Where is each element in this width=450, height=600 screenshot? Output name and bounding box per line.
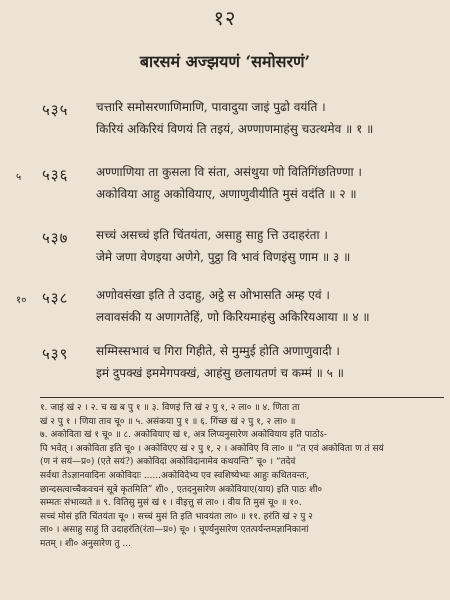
verse-block bbox=[0, 342, 450, 388]
verse-line: अणोवसंखा इति ते उदाहु, अट्ठे स ओभासति अम्ह एवं । bbox=[96, 288, 330, 302]
verse-line: इमं दुपक्खं इममेगपक्खं, आहंसु छलायतणं च कम्मं ॥ ५ ॥ bbox=[96, 366, 344, 380]
footnote-line: पि भवेत् । अकोविता इति चू० । अकोविएए खं २ पु १, २ । अकोविए वि ला० ॥ “त एवं अकोविता ण तं सयं bbox=[40, 443, 384, 454]
footnote-line: सम्मतः संभाव्यते ॥ ९. वितिसु मुसं खं १ । वीइत्तु सं ला० । वीय ति मुसं चू० ॥ १०. bbox=[40, 498, 302, 509]
footnote-line: १. जाइं खं २ । २. च ख ब पु १ ॥ ३. विणइं त्ति खं २ पु १, २ ला० ॥ ४. णिता ता bbox=[40, 403, 300, 413]
verse-number: ५३५ bbox=[42, 101, 69, 119]
verse-number: ५३८ bbox=[42, 289, 69, 307]
verse-line: सच्चं असच्चं इति चिंतयंता, असाहु साहु त्ति उदाहरंता । bbox=[96, 228, 328, 242]
footnote-divider bbox=[40, 397, 444, 398]
verse-block bbox=[0, 286, 450, 332]
verse-line: किरियं अकिरियं विणयं ति तइयं, अण्णाणमाहंसु चउत्थमेव ॥ १ ॥ bbox=[96, 122, 374, 136]
footnote-line: सच्चं मोसं इति चिंतयंता चू० । सच्चं मुसं ति इति भावयंता ला० ॥ ११. हरंति खं २ पु २ bbox=[40, 511, 313, 522]
verse-block bbox=[0, 163, 450, 209]
verse-line: अकोविया आहु अकोवियाए, अणाणुवीयीति मुसं वदंति ॥ २ ॥ bbox=[96, 187, 357, 201]
verse-number: ५३७ bbox=[42, 229, 69, 247]
line-marker: ५ bbox=[16, 172, 22, 183]
footnote-line: सर्वथा तेऽज्ञानवादिनः अकोविदाः ......अकोविदेभ्य एव स्वशिष्येभ्यः आहुः कथितवन्तः, bbox=[40, 470, 310, 481]
footnote-line: ७. अकोविता खं १ चू० ॥ ८. अकोवियाए खं १, अत्र लिप्यनुसारेण अकोवियाय इति पाठोऽ- bbox=[40, 430, 327, 441]
verse-number: ५३९ bbox=[42, 345, 69, 363]
verse-line: लवावसंकी य अणागतेहिं, णो किरियमाहंसु अकिरियआया ॥ ४ ॥ bbox=[96, 310, 370, 324]
verse-number: ५३६ bbox=[42, 166, 69, 184]
footnotes bbox=[40, 402, 444, 600]
verse-line: अण्णाणिया ता कुसला वि संता, असंथुया णो वितिगिंछतिण्णा । bbox=[96, 165, 362, 179]
verse-line: जेमे जणा वेणइया अणेगे, पुट्ठा वि भावं विणइंसु णाम ॥ ३ ॥ bbox=[96, 250, 351, 264]
verse-block bbox=[0, 98, 450, 144]
verse-block bbox=[0, 226, 450, 272]
verse-line: चत्तारि समोसरणाणिमाणि, पावादुया जाइं पुढो वयंति । bbox=[96, 100, 326, 114]
line-marker: १० bbox=[16, 295, 27, 306]
verse-line: सम्मिस्सभावं च गिरा गिहीते, से मुम्मुई होति अणाणुवादी । bbox=[96, 344, 340, 358]
footnote-line: मतम् । शी० अनुसारेण तु ... bbox=[40, 538, 131, 549]
footnote-line: (ण नं सयं—प्र०) (एते सयं?) अकोविदा अकोविदानामेव कथयन्ति” चू० । “तदेवं bbox=[40, 457, 296, 468]
chapter-heading: बारसमं अज्झयणं ‘समोसरणं’ bbox=[139, 52, 311, 71]
footnote-line: छान्दसत्वाच्चैकवचनं सूत्रे कृतमिति” शी० , एतदनुसारेण अकोवियाए(याय) इति पाठः शी० bbox=[40, 484, 323, 495]
footnote-line: खं २ पु १ । णिया ताव चू० ॥ ५. असंकया पु १ ॥ ६. गिंच्छ खं २ पु १, २ ला० ॥ bbox=[40, 416, 296, 427]
page-number: १२ bbox=[213, 6, 237, 30]
footnote-line: ला० । असाहु साहुं ति उदाहरंति(रंता—प्र०) चू० । चूर्ण्यनुसारेण एतत्पर्यन्तमज्ञानिकानां bbox=[40, 525, 309, 536]
